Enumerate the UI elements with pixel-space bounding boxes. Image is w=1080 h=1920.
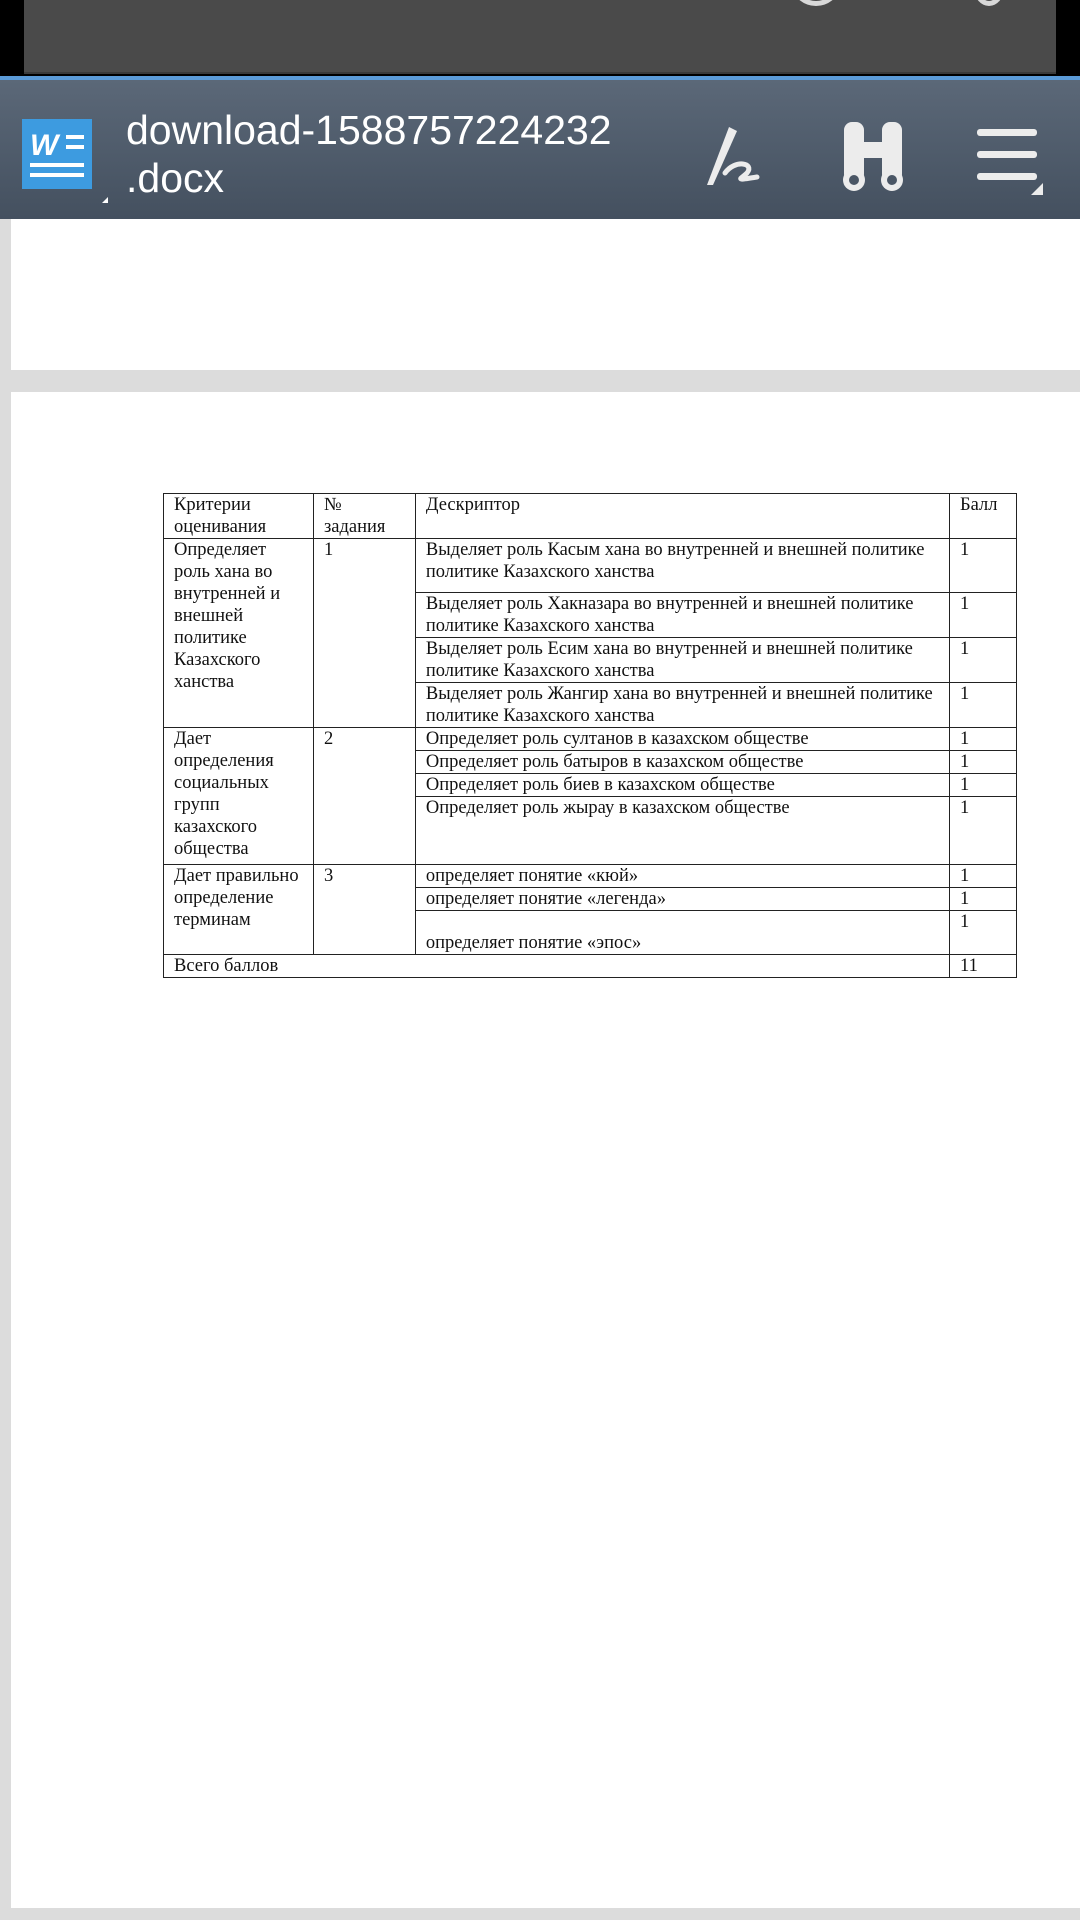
descriptor-cell: определяет понятие «эпос» [415, 911, 949, 955]
find-button[interactable] [830, 116, 916, 202]
grading-table [163, 493, 1017, 978]
app-toolbar [0, 76, 1080, 219]
table-row [164, 865, 1017, 888]
table-row [164, 539, 1017, 593]
document-title-line-2: .docx [126, 155, 224, 201]
points-cell: 1 [950, 751, 1017, 774]
descriptor-cell: Определяет роль султанов в казахском обществе [415, 728, 949, 751]
descriptor-cell: Выделяет роль Касым хана во внутренней и внешней политике политике Казахского ханства [415, 539, 949, 593]
descriptor-cell: Выделяет роль Хакназара во внутренней и внешней политике политике Казахского ханства [415, 593, 949, 638]
document-page [11, 219, 1080, 370]
status-bar [0, 0, 1080, 76]
header-task-number: № задания [313, 494, 415, 539]
total-label: Всего баллов [164, 955, 950, 978]
points-cell: 1 [950, 539, 1017, 593]
descriptor-cell: Определяет роль батыров в казахском обществе [415, 751, 949, 774]
total-points: 11 [950, 955, 1017, 978]
task-number-cell: 3 [313, 865, 415, 955]
task-number-cell: 1 [313, 539, 415, 728]
criterion-cell: Дает определения социальных групп казахского общества [164, 728, 314, 865]
table-total-row [164, 955, 1017, 978]
criterion-cell: Дает правильно определение терминам [164, 865, 314, 955]
table-header-row [164, 494, 1017, 539]
task-number-cell: 2 [313, 728, 415, 865]
pen-button[interactable] [692, 116, 778, 202]
header-descriptor: Дескриптор [415, 494, 949, 539]
header-points: Балл [950, 494, 1017, 539]
points-cell: 1 [950, 774, 1017, 797]
points-cell: 1 [950, 638, 1017, 683]
points-cell: 1 [950, 797, 1017, 865]
word-doc-icon[interactable] [22, 119, 92, 189]
descriptor-cell: Определяет роль жырау в казахском обществе [415, 797, 949, 865]
status-indicator-icon [974, 0, 1004, 6]
document-title [126, 106, 612, 202]
points-cell: 1 [950, 911, 1017, 955]
svg-text:W: W [30, 129, 59, 162]
header-criteria: Критерии оценивания [164, 494, 314, 539]
criterion-cell: Определяет роль хана во внутренней и внешней политике Казахского ханства [164, 539, 314, 728]
table-row [164, 728, 1017, 751]
binoculars-icon [838, 122, 908, 196]
descriptor-cell: Выделяет роль Жангир хана во внутренней и внешней политике политике Казахского ханства [415, 683, 949, 728]
status-indicator-icon [794, 0, 838, 6]
points-cell: 1 [950, 888, 1017, 911]
points-cell: 1 [950, 683, 1017, 728]
points-cell: 1 [950, 728, 1017, 751]
descriptor-cell: определяет понятие «легенда» [415, 888, 949, 911]
descriptor-cell: определяет понятие «кюй» [415, 865, 949, 888]
points-cell: 1 [950, 865, 1017, 888]
pen-icon [695, 119, 775, 199]
descriptor-cell: Выделяет роль Есим хана во внутренней и внешней политике политике Казахского ханства [415, 638, 949, 683]
document-title-line-1: download-1588757224232 [126, 107, 612, 153]
menu-icon [971, 121, 1047, 197]
descriptor-cell: Определяет роль биев в казахском обществе [415, 774, 949, 797]
points-cell: 1 [950, 593, 1017, 638]
menu-button[interactable] [966, 116, 1052, 202]
status-bar-inner [24, 0, 1056, 74]
